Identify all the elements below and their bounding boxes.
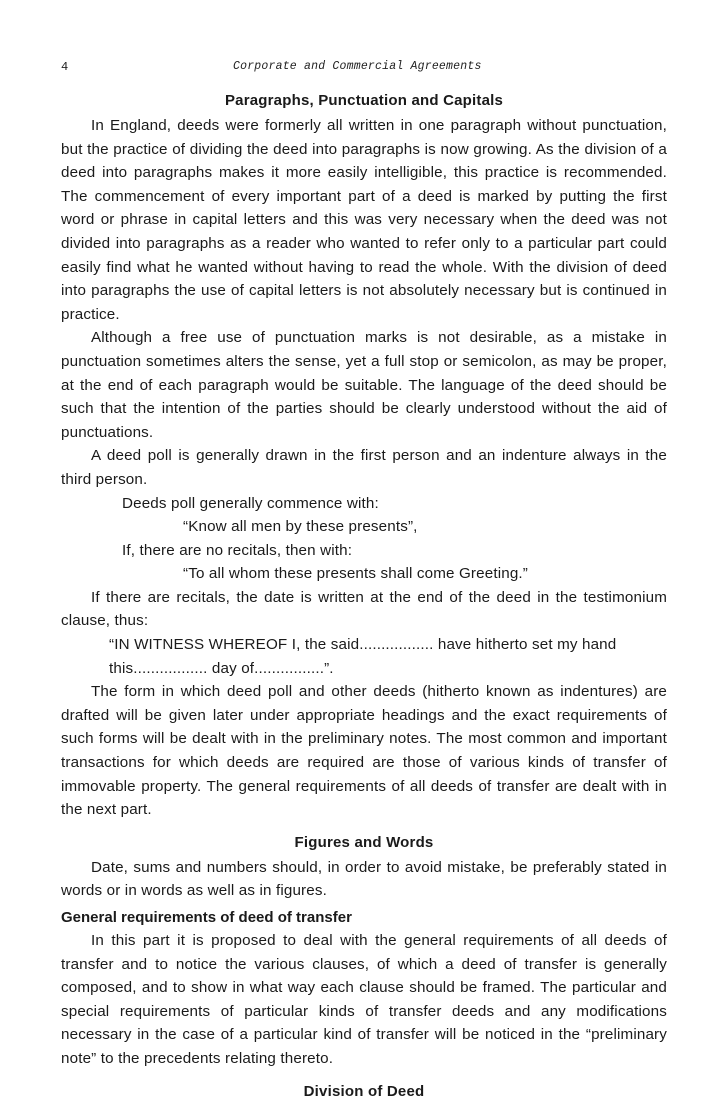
formula-quote: “Know all men by these presents”, <box>183 518 418 536</box>
witness-clause-line: “IN WITNESS WHEREOF I, the said................. have hitherto set my hand <box>109 636 617 654</box>
running-header <box>61 56 667 80</box>
book-page <box>61 56 667 1105</box>
body-paragraph: In this part it is proposed to deal with the general requirements of all deeds of transfer and to notice the various clauses, of which a deed of transfer is generally composed, and to show in what way each clause should be framed. The particular and special requirements of particular kinds of transfer deeds and any modifications necessary in the case of a particular kind of transfer will be noticed in the “preliminary note” to the precedents relating thereto. <box>61 932 667 1067</box>
formula-quote: “To all whom these presents shall come Greeting.” <box>183 565 528 583</box>
section-heading-paragraphs: Paragraphs, Punctuation and Capitals <box>224 92 504 109</box>
body-paragraph: A deed poll is generally drawn in the first person and an indenture always in the third person. <box>61 447 667 488</box>
body-paragraph: Although a free use of punctuation marks is not desirable, as a mistake in punctuation sometimes alters the sense, yet a full stop or semicolon, as may be proper, at the end of each paragraph would be suitable. The language of the deed should be such that the intention of the parties should be clearly understood without the aid of punctuations. <box>61 329 667 441</box>
body-paragraph: The form in which deed poll and other deeds (hitherto known as indentures) are drafted will be given later under appropriate headings and the exact requirements of such forms will be dealt with in the preliminary notes. The most common and important transactions for which deeds are required are those of various kinds of transfer of immovable property. The general requirements of all deeds of transfer are dealt with in the next part. <box>61 683 667 819</box>
formula-intro: If, there are no recitals, then with: <box>122 541 353 559</box>
body-paragraph: If there are recitals, the date is written at the end of the deed in the testimonium clause, thus: <box>61 588 667 630</box>
formula-intro: Deeds poll generally commence with: <box>122 494 379 512</box>
body-paragraph: In England, deeds were formerly all written in one paragraph without punctuation, but the practice of dividing the deed into paragraphs is now growing. As the division of a deed into paragraphs makes it more easily intelligible, this practice is recommended. The commencement of every important part of a deed is marked by putting the first word or phrase in capital letters and this was very necessary when the deed was not divided into paragraphs as a reader who wanted to refer only to a particular part could easily find what he wanted without having to read the whole. With the division of deed into paragraphs the use of capital letters is not absolutely necessary but is continued in practice. <box>61 117 667 323</box>
section-heading-general-requirements: General requirements of deed of transfer <box>61 909 352 926</box>
section-heading-division: Division of Deed <box>303 1082 425 1100</box>
witness-clause-line: this................. day of................”. <box>109 659 334 677</box>
section-heading-figures: Figures and Words <box>294 833 434 851</box>
book-title: Corporate and Commercial Agreements <box>233 60 482 73</box>
page-number: 4 <box>61 60 69 74</box>
body-paragraph: Date, sums and numbers should, in order to avoid mistake, be preferably stated in words or in words as well as in figures. <box>61 858 667 900</box>
